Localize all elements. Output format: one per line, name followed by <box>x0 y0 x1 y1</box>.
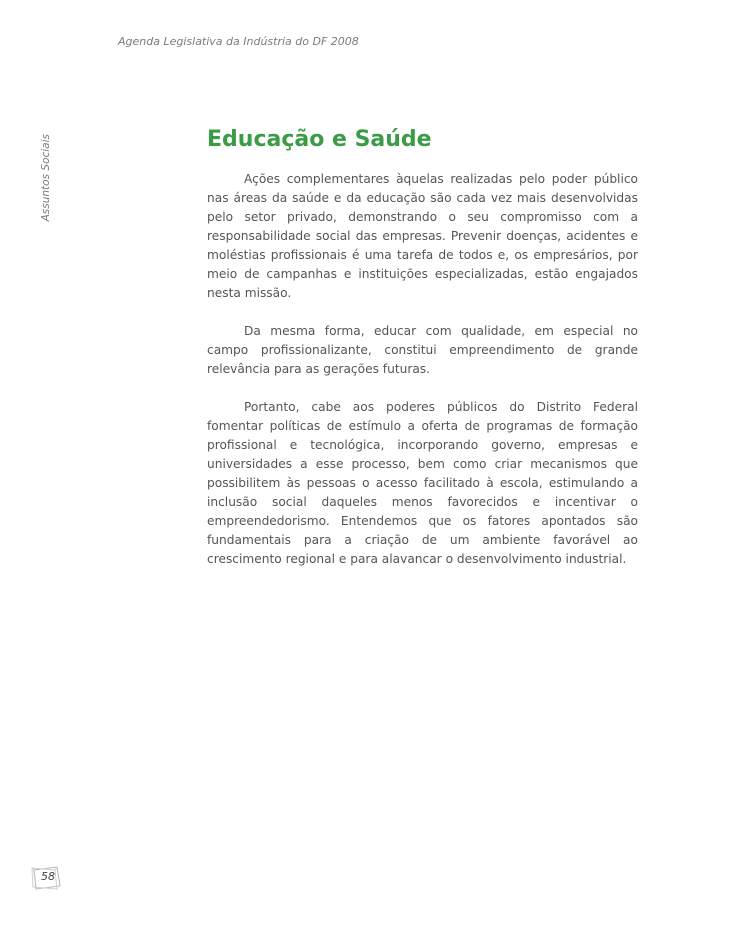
body-text <box>207 170 638 588</box>
paragraph-3: Portanto, cabe aos poderes públicos do Distrito Federal fomentar políticas de estímulo a oferta de programas de formação profissional e tecnológica, incorporando governo, empresas e universidades a esse processo, bem como criar mecanismos que possibilitem às pessoas o acesso facilitado à escola, estimulando a inclusão social daqueles menos favorecidos e incentivar o empreendedorismo. Entendemos que os fatores apontados são fundamentais para a criação de um ambiente favorável ao crescimento regional e para alavancar o desenvolvimento industrial. <box>207 400 638 566</box>
running-header: Agenda Legislativa da Indústria do DF 2008 <box>118 35 359 48</box>
paragraph-2: Da mesma forma, educar com qualidade, em especial no campo profissionalizante, constitui empreendimento de grande relevância para as gerações futuras. <box>207 324 638 376</box>
page-number-badge <box>30 864 60 890</box>
page-title: Educação e Saúde <box>207 127 432 152</box>
page-number: 58 <box>41 870 55 883</box>
paragraph-1: Ações complementares àquelas realizadas pelo poder público nas áreas da saúde e da educação são cada vez mais desenvolvidas pelo setor privado, demonstrando o seu compromisso com a responsabilidade social das empresas. Prevenir doenças, acidentes e moléstias profissionais é uma tarefa de todos e, os empresários, por meio de campanhas e instituições especializadas, estão engajados nesta missão. <box>207 172 638 300</box>
section-side-label: Assuntos Sociais <box>40 134 52 222</box>
